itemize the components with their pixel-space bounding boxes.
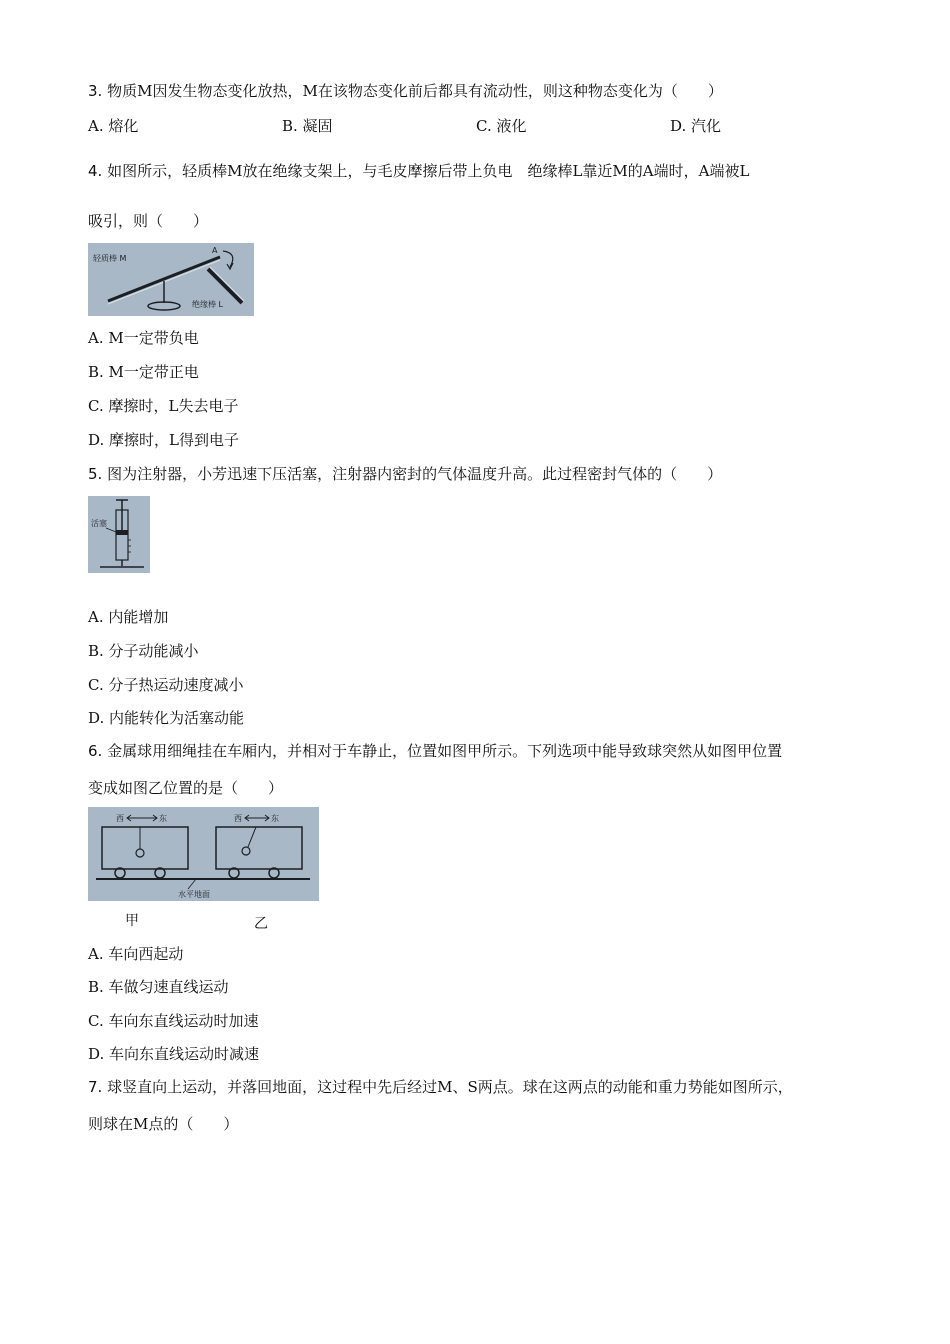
q6-caption-left: 甲 <box>125 913 139 929</box>
q3-option-d: D. 汽化 <box>670 117 722 135</box>
question-4-text-line2: 吸引，则（ ） <box>88 212 209 230</box>
label-east-left: 东 <box>159 814 167 823</box>
label-rod-l: 绝缘棒 L <box>192 300 223 309</box>
label-piston: 活塞 <box>91 519 107 528</box>
question-6-text-line1: 金属球用细绳挂在车厢内，并相对于车静止，位置如图甲所示。下列选项中能导致球突然从如图甲位置 <box>107 742 783 760</box>
q6-option-b: B. 车做匀速直线运动 <box>88 978 229 996</box>
q6-caption-right: 乙 <box>254 916 268 932</box>
question-4-stem <box>88 160 749 181</box>
q4-option-c: C. 摩擦时，L失去电子 <box>88 397 239 415</box>
question-7-stem <box>88 1076 793 1097</box>
q4-option-a: A. M一定带负电 <box>88 329 199 347</box>
q5-option-d: D. 内能转化为活塞动能 <box>88 709 245 727</box>
question-3-number: 3. <box>88 82 103 100</box>
question-3-stem <box>88 80 723 101</box>
q6-option-d: D. 车向东直线运动时减速 <box>88 1045 260 1063</box>
q5-option-c: C. 分子热运动速度减小 <box>88 676 244 694</box>
question-5-text: 图为注射器，小芳迅速下压活塞，注射器内密封的气体温度升高。此过程密封气体的（ ） <box>107 465 723 483</box>
q6-figure-carriages <box>88 807 319 901</box>
q4-figure-rod <box>88 243 254 316</box>
question-7-text-line1: 球竖直向上运动，并落回地面，这过程中先后经过M、S两点。球在这两点的动能和重力势能如图所示， <box>107 1078 793 1096</box>
label-ground: 水平地面 <box>178 890 210 899</box>
q3-option-b: B. 凝固 <box>282 117 333 135</box>
q3-option-c: C. 液化 <box>476 117 527 135</box>
question-7-text-line2: 则球在M点的（ ） <box>88 1115 239 1133</box>
question-4-text-line1: 如图所示，轻质棒M放在绝缘支架上，与毛皮摩擦后带上负电 绝缘棒L靠近M的A端时，A端被L <box>107 162 750 180</box>
label-west-right: 西 <box>234 814 242 823</box>
q5-figure-syringe <box>88 496 150 573</box>
question-6-stem <box>88 740 782 761</box>
label-west-left: 西 <box>116 814 124 823</box>
q5-option-a: A. 内能增加 <box>88 608 169 626</box>
label-a: A <box>212 246 218 255</box>
question-4-number: 4. <box>88 162 103 180</box>
question-7-number: 7. <box>88 1078 103 1096</box>
q6-option-c: C. 车向东直线运动时加速 <box>88 1012 259 1030</box>
label-rod-m: 轻质棒 M <box>93 254 127 263</box>
q3-option-a: A. 熔化 <box>88 117 139 135</box>
question-6-number: 6. <box>88 742 103 760</box>
q6-option-a: A. 车向西起动 <box>88 945 184 963</box>
question-3-text: 物质M因发生物态变化放热，M在该物态变化前后都具有流动性，则这种物态变化为（ ） <box>107 82 723 100</box>
question-6-text-line2: 变成如图乙位置的是（ ） <box>88 779 284 797</box>
q5-option-b: B. 分子动能减小 <box>88 642 199 660</box>
q4-option-b: B. M一定带正电 <box>88 363 199 381</box>
label-east-right: 东 <box>271 814 279 823</box>
question-5-number: 5. <box>88 465 103 483</box>
question-5-stem <box>88 463 722 484</box>
q4-option-d: D. 摩擦时，L得到电子 <box>88 431 239 449</box>
